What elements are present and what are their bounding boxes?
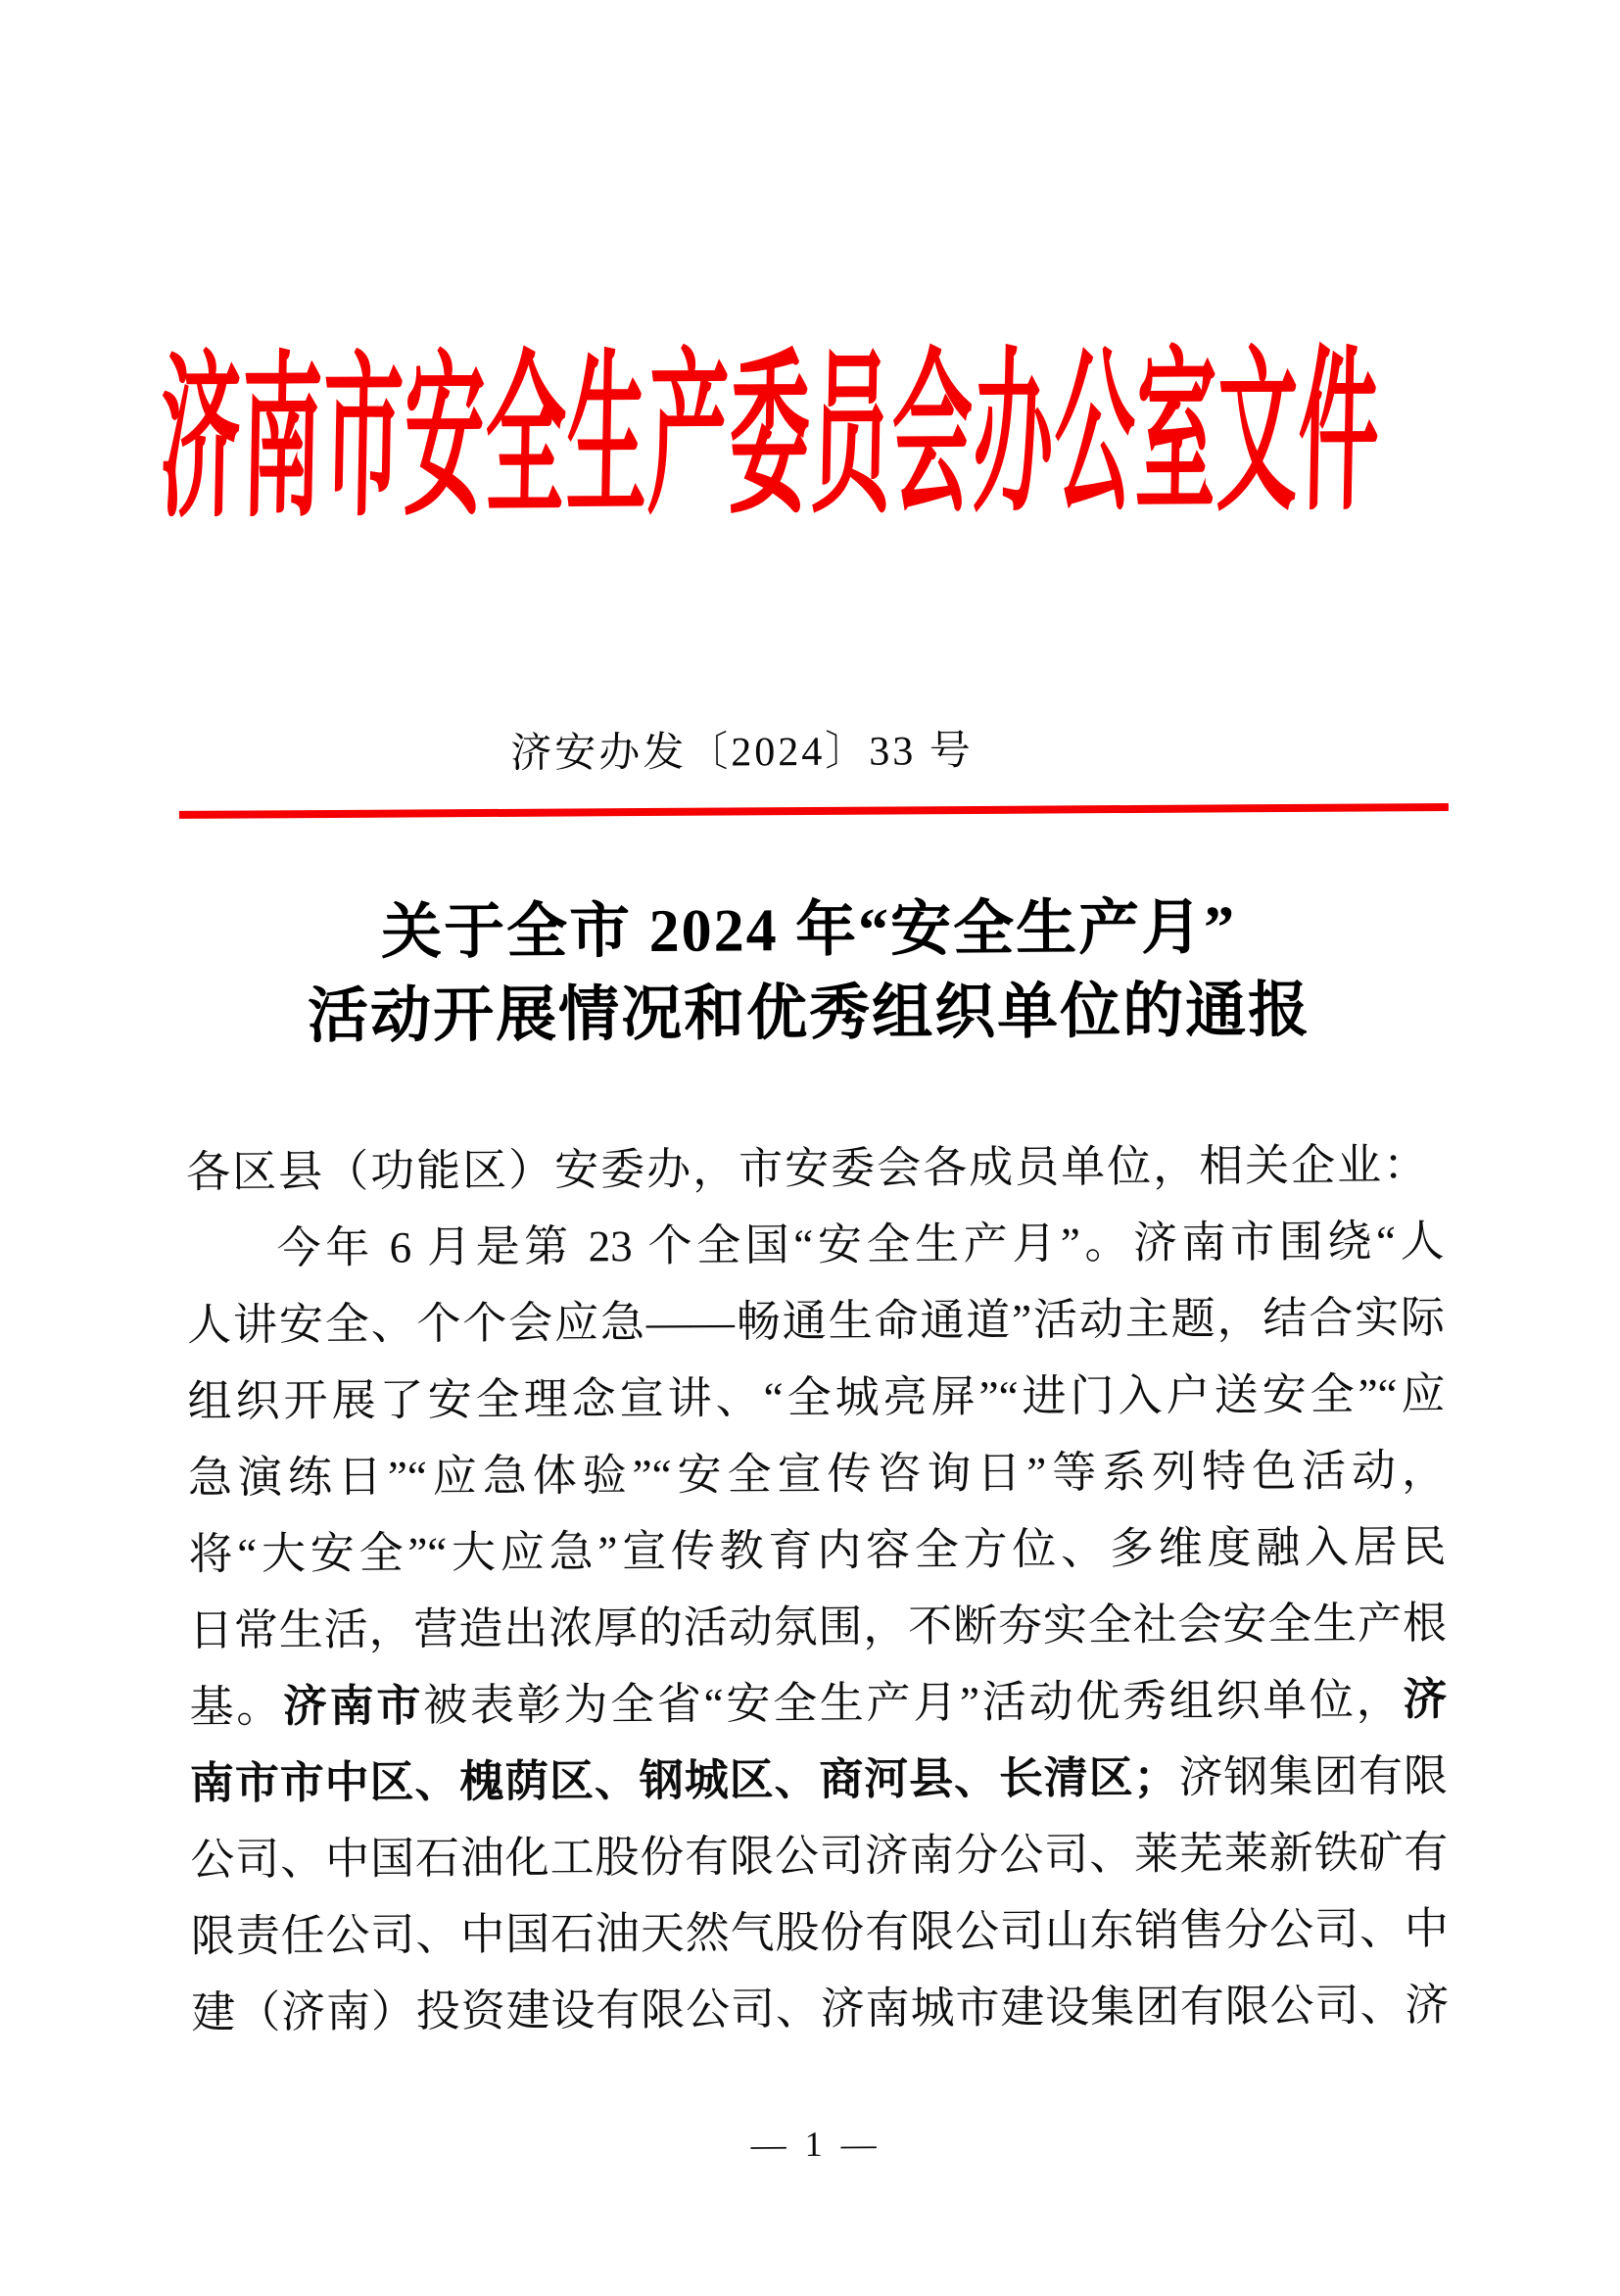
document-title [0, 885, 1619, 1061]
body-line [190, 1738, 1448, 1822]
body-text: 公司、中国石油化工股份有限公司济南分公司、莱芜莱新铁矿有 [190, 1828, 1449, 1885]
body-line [187, 1356, 1445, 1440]
body-text: 基。 [189, 1682, 284, 1732]
body-line [191, 1890, 1449, 1975]
document-number: 济安办发〔2024〕33 号 [510, 728, 974, 777]
body-text: 人讲安全、个个会应急——畅通生命通道”活动主题，结合实际 [186, 1293, 1446, 1350]
body-text: 将“大安全”“大应急”宣传教育内容全方位、多维度融入居民 [188, 1522, 1447, 1579]
body-text: 组织开展了安全理念宣讲、“全城亮屏”“进门入户送安全”“应 [187, 1369, 1446, 1426]
body-line [188, 1432, 1446, 1516]
body-line [190, 1814, 1448, 1898]
document-title-line1: 关于全市 2024 年“安全生产月” [380, 894, 1237, 967]
body-text: 各区县（功能区）安委办，市安委会各成员单位，相关企业： [186, 1140, 1430, 1197]
body-line [186, 1126, 1444, 1211]
document-title-line2: 活动开展情况和优秀组织单位的通报 [307, 977, 1311, 1051]
body-text: 今年 6 月是第 23 个全国“安全生产月”。济南市围绕“人 [276, 1217, 1445, 1273]
body-line [191, 1967, 1449, 2051]
body-text: 限责任公司、中国石油天然气股份有限公司山东销售分公司、中 [190, 1904, 1450, 1961]
body-line [189, 1661, 1447, 1746]
body-text: 济钢集团有限 [1177, 1751, 1449, 1802]
red-divider-line [179, 803, 1449, 819]
body-text-bold: 济 [1403, 1675, 1448, 1725]
agency-banner [158, 335, 1382, 540]
body-text: 被表彰为全省“安全生产月”活动优秀组织单位， [423, 1675, 1404, 1731]
body-line [186, 1203, 1444, 1287]
document-body [186, 1126, 1450, 2051]
body-text: 急演练日”“应急体验”“安全宣传咨询日”等系列特色活动， [187, 1446, 1447, 1503]
body-text: 建（济南）投资建设有限公司、济南城市建设集团有限公司、济 [191, 1981, 1450, 2037]
agency-banner-title: 济南市安全生产委员会办公室文件 [158, 335, 1382, 540]
body-line [187, 1279, 1445, 1363]
body-line [188, 1508, 1446, 1593]
body-text: 日常生活，营造出浓厚的活动氛围，不断夯实全社会安全生产根 [188, 1599, 1448, 1655]
page-number: — 1 — [750, 2124, 881, 2165]
body-line [189, 1585, 1447, 1669]
body-text-bold: 南市市中区、槐荫区、钢城区、商河县、长清区； [189, 1752, 1178, 1808]
body-text-bold: 济南市 [282, 1681, 424, 1732]
